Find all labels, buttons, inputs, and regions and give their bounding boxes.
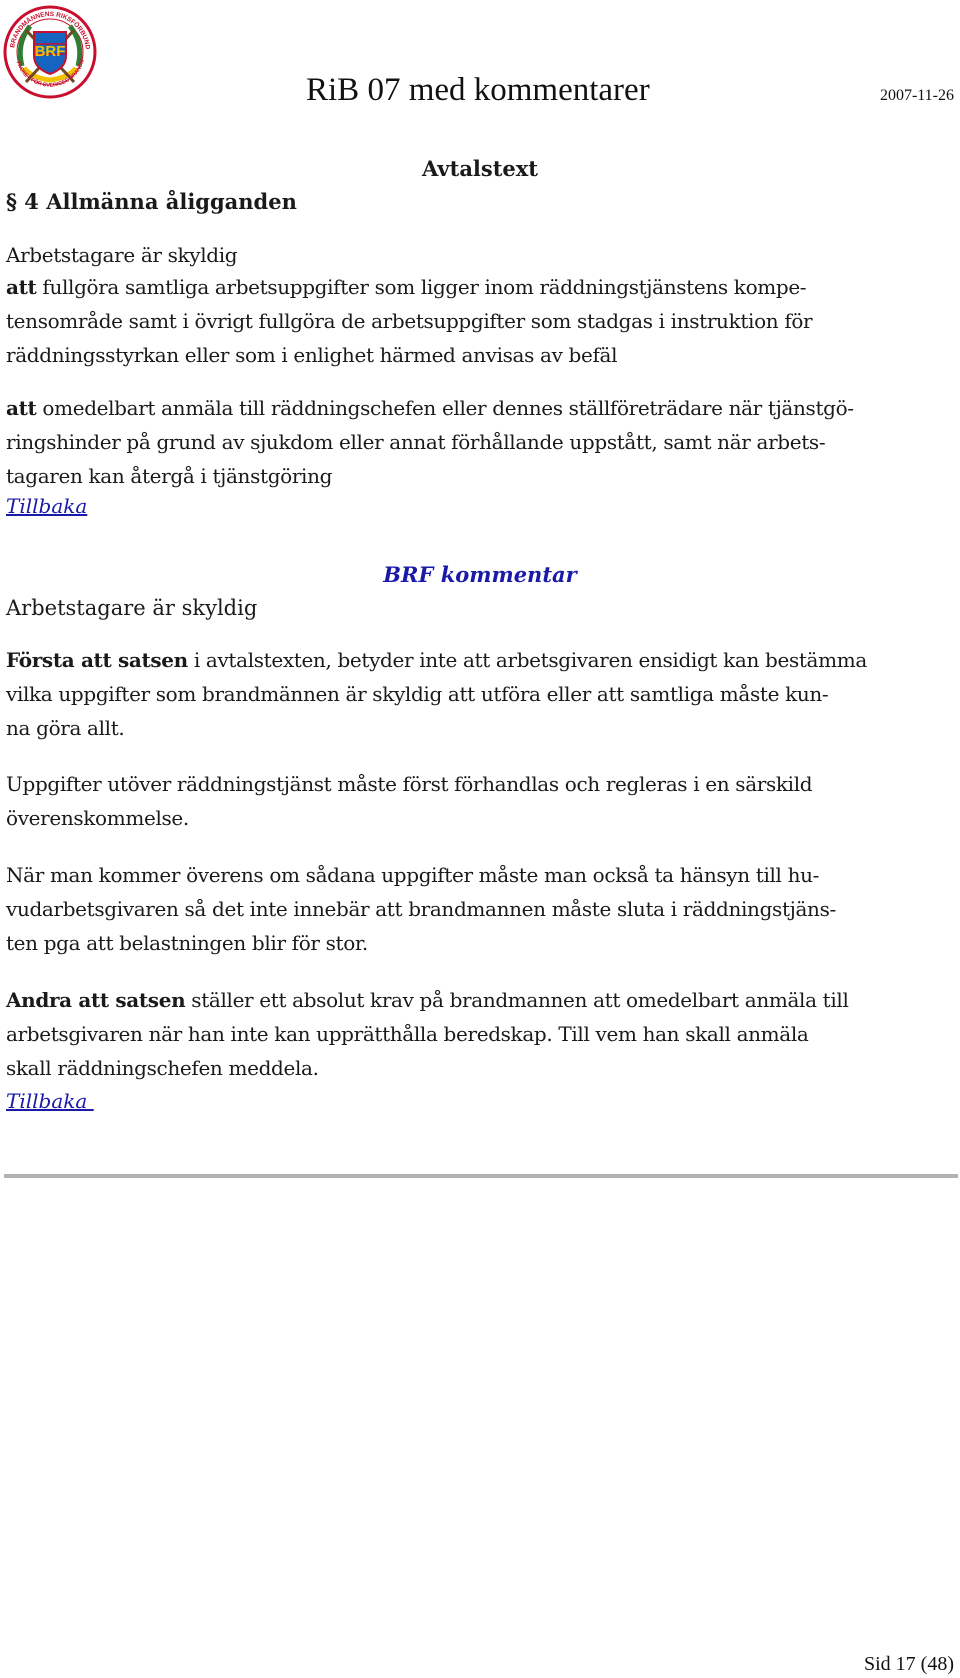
- comment-paragraph-2: Uppgifter utöver räddningstjänst måste först förhandlas och regleras i en särskild överenskommelse.: [6, 772, 813, 830]
- comment-paragraph-3: När man kommer överens om sådana uppgifter måste man också ta hänsyn till hu- vudarbetsgivaren så det inte innebär att brandmannen måste sluta i räddningstjäns- ten pga att belastningen blir för stor.: [6, 863, 836, 955]
- back-link-1[interactable]: Tillbaka: [6, 494, 88, 518]
- comment-subheading: Arbetstagare är skyldig: [6, 596, 258, 620]
- comment-paragraph-4: Andra att satsen ställer ett absolut krav på brandmannen att omedelbart anmäla till arbetsgivaren när han inte kan upprätthålla beredskap. Till vem han skall anmäla skall räddningschefen meddela.: [6, 988, 849, 1080]
- svg-text:BRANDMÄNNENS RIKSFÖRBUND: BRANDMÄNNENS RIKSFÖRBUND: [9, 10, 91, 50]
- svg-text:FACKET FÖR SVERIGES BRANDMÄN: FACKET FÖR SVERIGES BRANDM: [14, 58, 87, 89]
- brf-logo: [2, 4, 98, 100]
- comment-paragraph-1: Första att satsen i avtalstexten, betyder inte att arbetsgivaren ensidigt kan bestämma vilka uppgifter som brandmännen är skyldig att utföra eller att samtliga måste kun- na göra allt.: [6, 648, 867, 740]
- agreement-heading: Avtalstext: [421, 156, 539, 181]
- agreement-intro: Arbetstagare är skyldig: [6, 243, 238, 267]
- page-number: Sid 17 (48): [864, 1653, 954, 1675]
- agreement-paragraph-1: att fullgöra samtliga arbetsuppgifter som ligger inom räddningstjänstens kompe- tensområde samt i övrigt fullgöra de arbetsuppgifter som stadgas i instruktion för räddningsstyrkan eller som i enlighet härmed anvisas av befäl: [6, 275, 813, 367]
- section-title: § 4 Allmänna åligganden: [6, 189, 297, 214]
- document-title: RiB 07 med kommentarer: [306, 72, 650, 108]
- document-date: 2007-11-26: [879, 87, 954, 104]
- logo-brf-text: BRF: [34, 43, 66, 60]
- agreement-paragraph-2: att omedelbart anmäla till räddningschefen eller dennes ställföreträdare när tjänstgö- ringshinder på grund av sjukdom eller annat förhållande uppstått, samt när arbets- tagaren kan återgå i tjänstgöring: [6, 396, 854, 488]
- brf-comment-heading: BRF kommentar: [383, 562, 577, 587]
- section-divider: [4, 1174, 958, 1178]
- back-link-2[interactable]: Tillbaka: [6, 1089, 94, 1113]
